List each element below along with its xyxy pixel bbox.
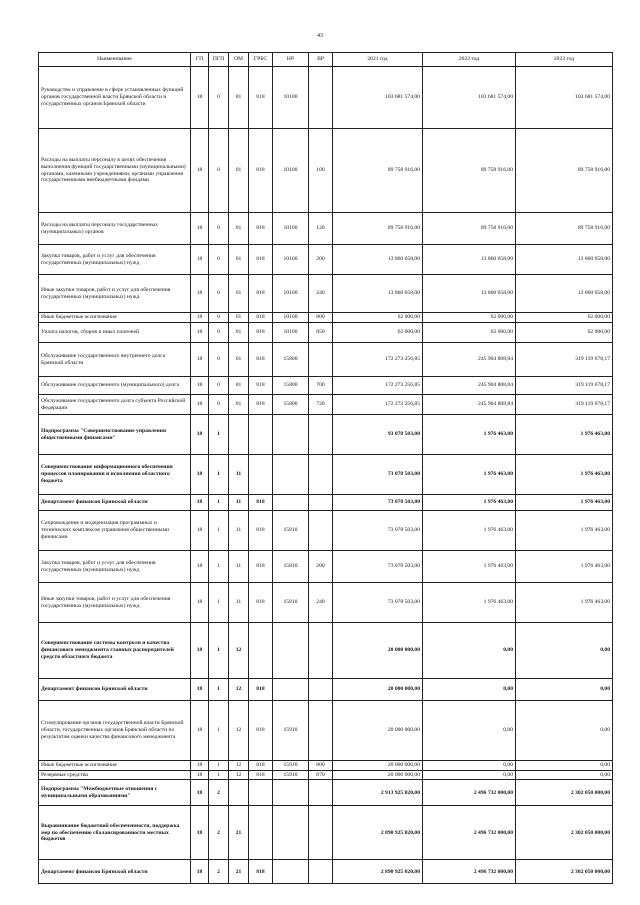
cell-y2023: 89 758 916,00 (516, 129, 613, 213)
cell-om: 21 (229, 860, 249, 884)
cell-pgp: 1 (209, 551, 229, 583)
cell-pgp: 2 (209, 806, 229, 860)
cell-vr: 700 (309, 377, 333, 395)
table-row (39, 701, 613, 761)
cell-y2023: 319 119 678,17 (516, 343, 613, 377)
cell-pgp: 2 (209, 860, 229, 884)
cell-y2023: 1 976 463,00 (516, 583, 613, 623)
cell-om: 12 (229, 761, 249, 771)
table-row (39, 551, 613, 583)
table-row (39, 806, 613, 860)
cell-nr: 10100 (273, 67, 309, 129)
cell-om: 12 (229, 679, 249, 701)
table-row (39, 455, 613, 495)
cell-nr (273, 455, 309, 495)
cell-om: 12 (229, 770, 249, 780)
cell-grbs: 818 (249, 343, 273, 377)
cell-gp: 18 (191, 806, 209, 860)
cell-vr (309, 623, 333, 679)
cell-y2022: 0,00 (423, 623, 516, 679)
cell-name: Иные закупки товаров, работ и услуг для обеспечения государственных (муниципальных) нужд (39, 583, 191, 623)
cell-pgp: 1 (209, 455, 229, 495)
cell-gp: 18 (191, 679, 209, 701)
cell-vr (309, 780, 333, 806)
cell-nr: 15810 (273, 511, 309, 551)
header-grbs: ГРБС (249, 53, 273, 67)
cell-y2022: 1 976 463,00 (423, 551, 516, 583)
cell-nr: 15810 (273, 583, 309, 623)
cell-vr (309, 343, 333, 377)
cell-pgp: 1 (209, 415, 229, 455)
cell-om: 01 (229, 313, 249, 323)
cell-vr: 200 (309, 245, 333, 275)
table-row (39, 129, 613, 213)
cell-nr: 10100 (273, 313, 309, 323)
cell-gp: 18 (191, 583, 209, 623)
cell-name: Департамент финансов Брянской области (39, 679, 191, 701)
cell-y2021: 89 758 916,00 (333, 213, 423, 245)
table-row (39, 213, 613, 245)
table-row (39, 313, 613, 323)
cell-y2021: 62 000,00 (333, 313, 423, 323)
cell-grbs: 818 (249, 551, 273, 583)
cell-pgp: 0 (209, 343, 229, 377)
cell-y2023: 2 302 050 000,00 (516, 806, 613, 860)
cell-y2023: 62 000,00 (516, 313, 613, 323)
cell-vr: 240 (309, 583, 333, 623)
cell-gp: 18 (191, 245, 209, 275)
cell-y2023: 89 758 916,00 (516, 213, 613, 245)
table-body (39, 67, 613, 884)
cell-pgp: 0 (209, 275, 229, 313)
cell-vr: 850 (309, 323, 333, 343)
cell-pgp: 1 (209, 679, 229, 701)
cell-pgp: 1 (209, 623, 229, 679)
cell-y2021: 73 078 503,00 (333, 495, 423, 511)
cell-vr (309, 415, 333, 455)
cell-grbs: 818 (249, 761, 273, 771)
cell-grbs (249, 806, 273, 860)
table-row (39, 770, 613, 780)
cell-y2021: 172 273 256,85 (333, 377, 423, 395)
cell-pgp: 0 (209, 377, 229, 395)
cell-y2022: 89 758 916,00 (423, 129, 516, 213)
cell-vr (309, 67, 333, 129)
cell-gp: 18 (191, 780, 209, 806)
cell-nr: 10100 (273, 129, 309, 213)
cell-y2023: 13 860 658,00 (516, 245, 613, 275)
cell-name: Иные закупки товаров, работ и услуг для обеспечения государственных (муниципальных) нужд (39, 275, 191, 313)
cell-y2022: 0,00 (423, 701, 516, 761)
cell-om: 01 (229, 377, 249, 395)
cell-nr: 15800 (273, 377, 309, 395)
cell-y2023: 1 976 463,00 (516, 511, 613, 551)
cell-name: Руководство и управление в сфере установленных функций органов государственной власти Брянской области и государственных органов Брянской области (39, 67, 191, 129)
header-nr: НР (273, 53, 309, 67)
cell-y2023: 1 976 463,00 (516, 551, 613, 583)
cell-nr: 10100 (273, 323, 309, 343)
cell-y2022: 62 000,00 (423, 323, 516, 343)
cell-nr (273, 679, 309, 701)
cell-pgp: 0 (209, 323, 229, 343)
cell-y2023: 0,00 (516, 679, 613, 701)
cell-gp: 18 (191, 415, 209, 455)
cell-y2022: 245 904 808,84 (423, 377, 516, 395)
cell-pgp: 1 (209, 770, 229, 780)
cell-y2022: 2 496 732 000,00 (423, 806, 516, 860)
cell-y2022: 2 496 732 000,00 (423, 780, 516, 806)
cell-y2022: 1 976 463,00 (423, 511, 516, 551)
cell-y2023: 0,00 (516, 623, 613, 679)
cell-nr (273, 495, 309, 511)
cell-nr: 10100 (273, 275, 309, 313)
cell-nr (273, 780, 309, 806)
header-2022: 2022 год (423, 53, 516, 67)
cell-y2021: 20 000 000,00 (333, 623, 423, 679)
cell-y2023: 1 976 463,00 (516, 415, 613, 455)
header-pgp: ПГП (209, 53, 229, 67)
cell-gp: 18 (191, 343, 209, 377)
cell-name: Обслуживание государственного внутреннего долга Брянской области (39, 343, 191, 377)
cell-y2021: 73 078 503,00 (333, 511, 423, 551)
cell-grbs: 818 (249, 313, 273, 323)
cell-y2021: 172 273 256,85 (333, 395, 423, 415)
cell-grbs: 818 (249, 583, 273, 623)
page-number: 43 (317, 33, 323, 39)
cell-gp: 18 (191, 395, 209, 415)
cell-y2022: 245 904 808,84 (423, 343, 516, 377)
cell-nr: 15910 (273, 701, 309, 761)
cell-name: Уплата налогов, сборов и иных платежей (39, 323, 191, 343)
table-row (39, 623, 613, 679)
table-row (39, 511, 613, 551)
cell-y2022: 1 976 463,00 (423, 455, 516, 495)
table-header-row (39, 53, 613, 67)
cell-vr (309, 511, 333, 551)
cell-gp: 18 (191, 860, 209, 884)
table-row (39, 343, 613, 377)
cell-y2021: 89 758 916,00 (333, 129, 423, 213)
cell-y2022: 1 976 463,00 (423, 583, 516, 623)
cell-y2023: 0,00 (516, 770, 613, 780)
cell-y2022: 0,00 (423, 761, 516, 771)
cell-y2023: 0,00 (516, 761, 613, 771)
cell-vr: 720 (309, 395, 333, 415)
cell-name: Иные бюджетные ассигнования (39, 313, 191, 323)
cell-name: Подпрограмма "Межбюджетные отношения с муниципальными образованиями" (39, 780, 191, 806)
cell-y2022: 245 904 808,84 (423, 395, 516, 415)
cell-y2021: 62 000,00 (333, 323, 423, 343)
table-row (39, 67, 613, 129)
cell-y2021: 103 681 574,00 (333, 67, 423, 129)
cell-vr: 120 (309, 213, 333, 245)
cell-pgp: 0 (209, 313, 229, 323)
cell-y2023: 2 302 050 000,00 (516, 860, 613, 884)
cell-grbs: 818 (249, 275, 273, 313)
cell-vr: 800 (309, 313, 333, 323)
cell-om: 12 (229, 701, 249, 761)
header-gp: ГП (191, 53, 209, 67)
cell-om: 01 (229, 213, 249, 245)
cell-nr (273, 623, 309, 679)
cell-grbs: 818 (249, 245, 273, 275)
cell-vr: 870 (309, 770, 333, 780)
cell-gp: 18 (191, 275, 209, 313)
cell-name: Сопровождение и модернизация программных и технических комплексов управления общественными финансами (39, 511, 191, 551)
cell-nr: 15910 (273, 770, 309, 780)
cell-grbs: 818 (249, 770, 273, 780)
cell-pgp: 0 (209, 67, 229, 129)
cell-y2022: 103 681 574,00 (423, 67, 516, 129)
cell-name: Обслуживание государственного долга субъекта Российской Федерации (39, 395, 191, 415)
cell-gp: 18 (191, 313, 209, 323)
cell-y2022: 0,00 (423, 679, 516, 701)
cell-grbs (249, 415, 273, 455)
cell-name: Закупка товаров, работ и услуг для обеспечения государственных (муниципальных) нужд (39, 551, 191, 583)
header-name: Наименование (39, 53, 191, 67)
cell-y2023: 62 000,00 (516, 323, 613, 343)
cell-gp: 18 (191, 377, 209, 395)
cell-nr: 15810 (273, 551, 309, 583)
header-om: ОМ (229, 53, 249, 67)
header-2021: 2021 год (333, 53, 423, 67)
cell-nr (273, 860, 309, 884)
cell-grbs: 818 (249, 323, 273, 343)
cell-pgp: 0 (209, 245, 229, 275)
cell-nr (273, 415, 309, 455)
cell-pgp: 1 (209, 701, 229, 761)
cell-grbs: 818 (249, 395, 273, 415)
cell-name: Обслуживание государственного (муниципального) долга (39, 377, 191, 395)
cell-y2022: 62 000,00 (423, 313, 516, 323)
cell-vr: 800 (309, 761, 333, 771)
cell-y2023: 2 302 050 000,00 (516, 780, 613, 806)
cell-grbs: 818 (249, 860, 273, 884)
cell-vr (309, 701, 333, 761)
cell-grbs: 818 (249, 701, 273, 761)
table-row (39, 395, 613, 415)
cell-gp: 18 (191, 129, 209, 213)
cell-vr (309, 860, 333, 884)
cell-gp: 18 (191, 213, 209, 245)
cell-vr: 240 (309, 275, 333, 313)
cell-om: 01 (229, 275, 249, 313)
cell-y2021: 2 890 925 020,00 (333, 806, 423, 860)
cell-om (229, 415, 249, 455)
cell-name: Совершенствование информационного обеспечения процессов планирования и исполнения областного бюджета (39, 455, 191, 495)
cell-grbs: 818 (249, 511, 273, 551)
cell-om: 11 (229, 583, 249, 623)
table-row (39, 415, 613, 455)
cell-y2021: 73 078 503,00 (333, 551, 423, 583)
cell-y2022: 89 758 916,00 (423, 213, 516, 245)
cell-vr (309, 679, 333, 701)
cell-vr: 200 (309, 551, 333, 583)
cell-y2022: 0,00 (423, 770, 516, 780)
cell-y2022: 13 860 658,00 (423, 245, 516, 275)
cell-om: 11 (229, 455, 249, 495)
cell-name: Иные бюджетные ассигнования (39, 761, 191, 771)
cell-grbs: 818 (249, 213, 273, 245)
cell-om: 01 (229, 323, 249, 343)
cell-grbs: 818 (249, 495, 273, 511)
table-row (39, 780, 613, 806)
cell-vr: 100 (309, 129, 333, 213)
cell-y2022: 2 496 732 000,00 (423, 860, 516, 884)
table-row (39, 275, 613, 313)
cell-om: 01 (229, 67, 249, 129)
header-vr: ВР (309, 53, 333, 67)
cell-nr: 10100 (273, 213, 309, 245)
cell-name: Выравнивание бюджетной обеспеченности, поддержка мер по обеспечению сбалансированности местных бюджетов (39, 806, 191, 860)
cell-nr: 15800 (273, 395, 309, 415)
cell-grbs: 818 (249, 377, 273, 395)
cell-name: Расходы на выплаты персоналу государственных (муниципальных) органов (39, 213, 191, 245)
table-row (39, 377, 613, 395)
cell-name: Департамент финансов Брянской области (39, 860, 191, 884)
cell-gp: 18 (191, 551, 209, 583)
cell-y2022: 1 976 463,00 (423, 415, 516, 455)
cell-y2021: 20 000 000,00 (333, 761, 423, 771)
cell-y2023: 1 976 463,00 (516, 495, 613, 511)
cell-y2023: 319 119 678,17 (516, 395, 613, 415)
cell-y2021: 172 273 256,85 (333, 343, 423, 377)
cell-y2021: 2 913 925 020,00 (333, 780, 423, 806)
cell-gp: 18 (191, 455, 209, 495)
cell-om: 11 (229, 551, 249, 583)
table-row (39, 245, 613, 275)
cell-y2022: 1 976 463,00 (423, 495, 516, 511)
cell-name: Расходы на выплаты персоналу в целях обеспечения выполнения функций государственными (муниципальными) органами, казенными учреждениями, органами управления государственными внебюджетными фондами (39, 129, 191, 213)
cell-grbs (249, 780, 273, 806)
cell-y2021: 13 860 658,00 (333, 245, 423, 275)
cell-om: 01 (229, 395, 249, 415)
cell-gp: 18 (191, 701, 209, 761)
cell-grbs (249, 455, 273, 495)
cell-y2023: 319 119 678,17 (516, 377, 613, 395)
cell-vr (309, 455, 333, 495)
cell-name: Совершенствование системы контроля и качества финансового менеджмента главных распорядителей средств областного бюджета (39, 623, 191, 679)
cell-vr (309, 495, 333, 511)
cell-pgp: 1 (209, 511, 229, 551)
cell-gp: 18 (191, 761, 209, 771)
cell-om (229, 780, 249, 806)
cell-pgp: 1 (209, 583, 229, 623)
cell-om: 01 (229, 129, 249, 213)
cell-nr: 10100 (273, 245, 309, 275)
cell-om: 21 (229, 806, 249, 860)
cell-y2022: 13 860 658,00 (423, 275, 516, 313)
cell-om: 11 (229, 511, 249, 551)
cell-name: Департамент финансов Брянской области (39, 495, 191, 511)
cell-pgp: 2 (209, 780, 229, 806)
cell-grbs: 818 (249, 67, 273, 129)
cell-grbs (249, 623, 273, 679)
table-row (39, 860, 613, 884)
cell-name: Резервные средства (39, 770, 191, 780)
table-row (39, 761, 613, 771)
cell-pgp: 0 (209, 395, 229, 415)
cell-gp: 18 (191, 495, 209, 511)
cell-y2021: 13 860 658,00 (333, 275, 423, 313)
cell-pgp: 0 (209, 129, 229, 213)
cell-nr: 15910 (273, 761, 309, 771)
cell-vr (309, 806, 333, 860)
cell-om: 12 (229, 623, 249, 679)
cell-om: 01 (229, 245, 249, 275)
cell-gp: 18 (191, 67, 209, 129)
table-row (39, 583, 613, 623)
table-row (39, 323, 613, 343)
cell-y2021: 73 078 503,00 (333, 455, 423, 495)
cell-name: Подпрограмма "Совершенствование управления общественными финансами" (39, 415, 191, 455)
cell-gp: 18 (191, 323, 209, 343)
cell-pgp: 1 (209, 761, 229, 771)
cell-y2021: 20 000 000,00 (333, 679, 423, 701)
cell-gp: 18 (191, 623, 209, 679)
cell-pgp: 0 (209, 213, 229, 245)
cell-y2021: 20 000 000,00 (333, 701, 423, 761)
cell-name: Закупка товаров, работ и услуг для обеспечения государственных (муниципальных) нужд (39, 245, 191, 275)
cell-pgp: 1 (209, 495, 229, 511)
cell-y2021: 73 078 503,00 (333, 583, 423, 623)
cell-gp: 18 (191, 770, 209, 780)
table-row (39, 679, 613, 701)
cell-y2021: 20 000 000,00 (333, 770, 423, 780)
cell-om: 11 (229, 495, 249, 511)
cell-om: 01 (229, 343, 249, 377)
cell-gp: 18 (191, 511, 209, 551)
cell-grbs: 818 (249, 679, 273, 701)
cell-name: Стимулирование органов государственной власти Брянской области, государственных органов Брянской области по результатам оценки качества финансового менеджмента (39, 701, 191, 761)
header-2023: 2023 год (516, 53, 613, 67)
cell-grbs: 818 (249, 129, 273, 213)
cell-y2023: 13 860 658,00 (516, 275, 613, 313)
cell-y2023: 103 681 574,00 (516, 67, 613, 129)
cell-y2021: 93 078 503,00 (333, 415, 423, 455)
cell-y2023: 0,00 (516, 701, 613, 761)
table-row (39, 495, 613, 511)
cell-nr: 15800 (273, 343, 309, 377)
cell-y2021: 2 890 925 020,00 (333, 860, 423, 884)
cell-y2023: 1 976 463,00 (516, 455, 613, 495)
cell-nr (273, 806, 309, 860)
budget-table (38, 52, 613, 884)
